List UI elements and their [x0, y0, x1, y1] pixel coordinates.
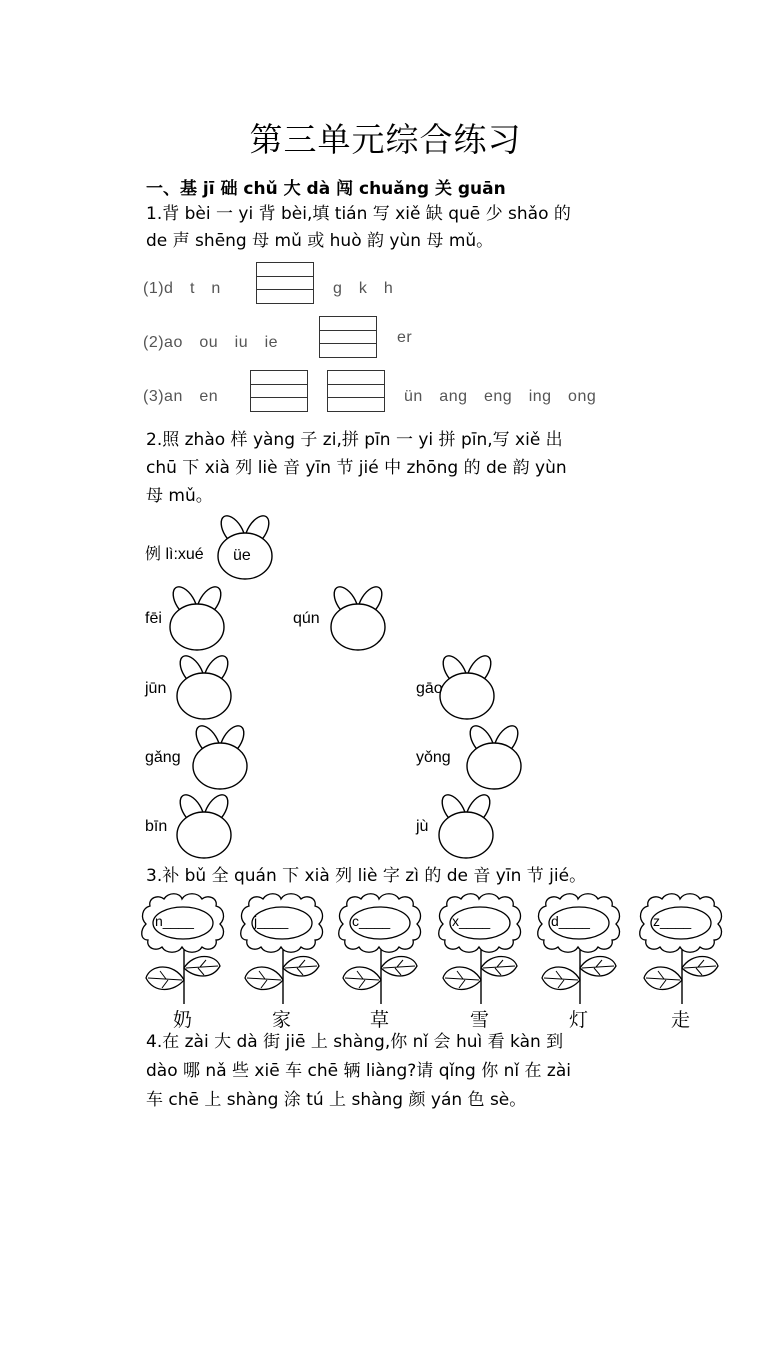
hanzi: 草	[370, 1009, 390, 1031]
q1-row3-right: ün ang eng ing ong	[404, 388, 597, 405]
flower-3[interactable]	[339, 894, 421, 1004]
syllable-item: yǒng	[416, 749, 451, 766]
hanzi: 灯	[569, 1009, 589, 1031]
q1-line1: 1.背 bèi 一 yi 背 bèi,填 tián 写 xiě 缺 quē 少 shǎo 的	[146, 204, 571, 224]
example-label: 例 lì:xué	[145, 546, 204, 563]
flower-blank[interactable]: d____	[551, 913, 590, 929]
q2-line3: 母 mǔ。	[146, 486, 213, 506]
syllable-item: qún	[293, 610, 320, 627]
flower-4[interactable]	[439, 894, 521, 1004]
flower-1[interactable]	[142, 894, 224, 1004]
syllable-item: gǎng	[145, 749, 181, 766]
hanzi: 雪	[470, 1009, 490, 1031]
flower-blank[interactable]: j____	[254, 913, 289, 929]
syllable-item: bīn	[145, 818, 168, 835]
flower-2[interactable]	[241, 894, 323, 1004]
q2-line2: chū 下 xià 列 liè 音 yīn 节 jié 中 zhōng 的 de 韵 yùn	[146, 458, 567, 478]
flower-blank[interactable]: z____	[653, 913, 692, 929]
hanzi: 家	[272, 1009, 292, 1031]
syllable-item: jù	[416, 818, 429, 835]
q4-line2: dào 哪 nǎ 些 xiē 车 chē 辆 liàng?请 qǐng 你 nǐ 在 zài	[146, 1061, 571, 1081]
q3-line: 3.补 bǔ 全 quán 下 xià 列 liè 字 zì 的 de 音 yīn 节 jié。	[146, 866, 587, 886]
q4-line3: 车 chē 上 shàng 涂 tú 上 shàng 颜 yán 色 sè。	[146, 1090, 527, 1110]
q1-row2-left: (2)ao ou iu ie	[143, 334, 279, 351]
flower-5[interactable]	[538, 894, 620, 1004]
q1-row1-right: g k h	[333, 280, 394, 297]
q1-row3-left: (3)an en	[143, 388, 219, 405]
syllable-item: gāo	[416, 680, 443, 697]
hanzi: 奶	[173, 1009, 193, 1031]
flower-blank[interactable]: n____	[155, 913, 194, 929]
q2-line1: 2.照 zhào 样 yàng 子 zi,拼 pīn 一 yi 拼 pīn,写 xiě 出	[146, 430, 563, 450]
section-heading: 一、基 jī 础 chǔ 大 dà 闯 chuǎng 关 guān	[146, 179, 506, 199]
q4-line1: 4.在 zài 大 dà 街 jiē 上 shàng,你 nǐ 会 huì 看 kàn 到	[146, 1032, 564, 1052]
flower-blank[interactable]: c____	[352, 913, 391, 929]
flower-blank[interactable]: x____	[452, 913, 491, 929]
q1-row2-right: er	[397, 329, 413, 346]
q1-row1-left: (1)d t n	[143, 280, 221, 297]
syllable-item: fēi	[145, 610, 162, 627]
syllable-item: jūn	[145, 680, 167, 697]
page-title: 第三单元综合练习	[249, 120, 522, 159]
example-answer: üe	[233, 547, 251, 564]
hanzi: 走	[671, 1009, 691, 1031]
flower-6[interactable]	[640, 894, 722, 1004]
q1-line2: de 声 shēng 母 mǔ 或 huò 韵 yùn 母 mǔ。	[146, 231, 494, 251]
